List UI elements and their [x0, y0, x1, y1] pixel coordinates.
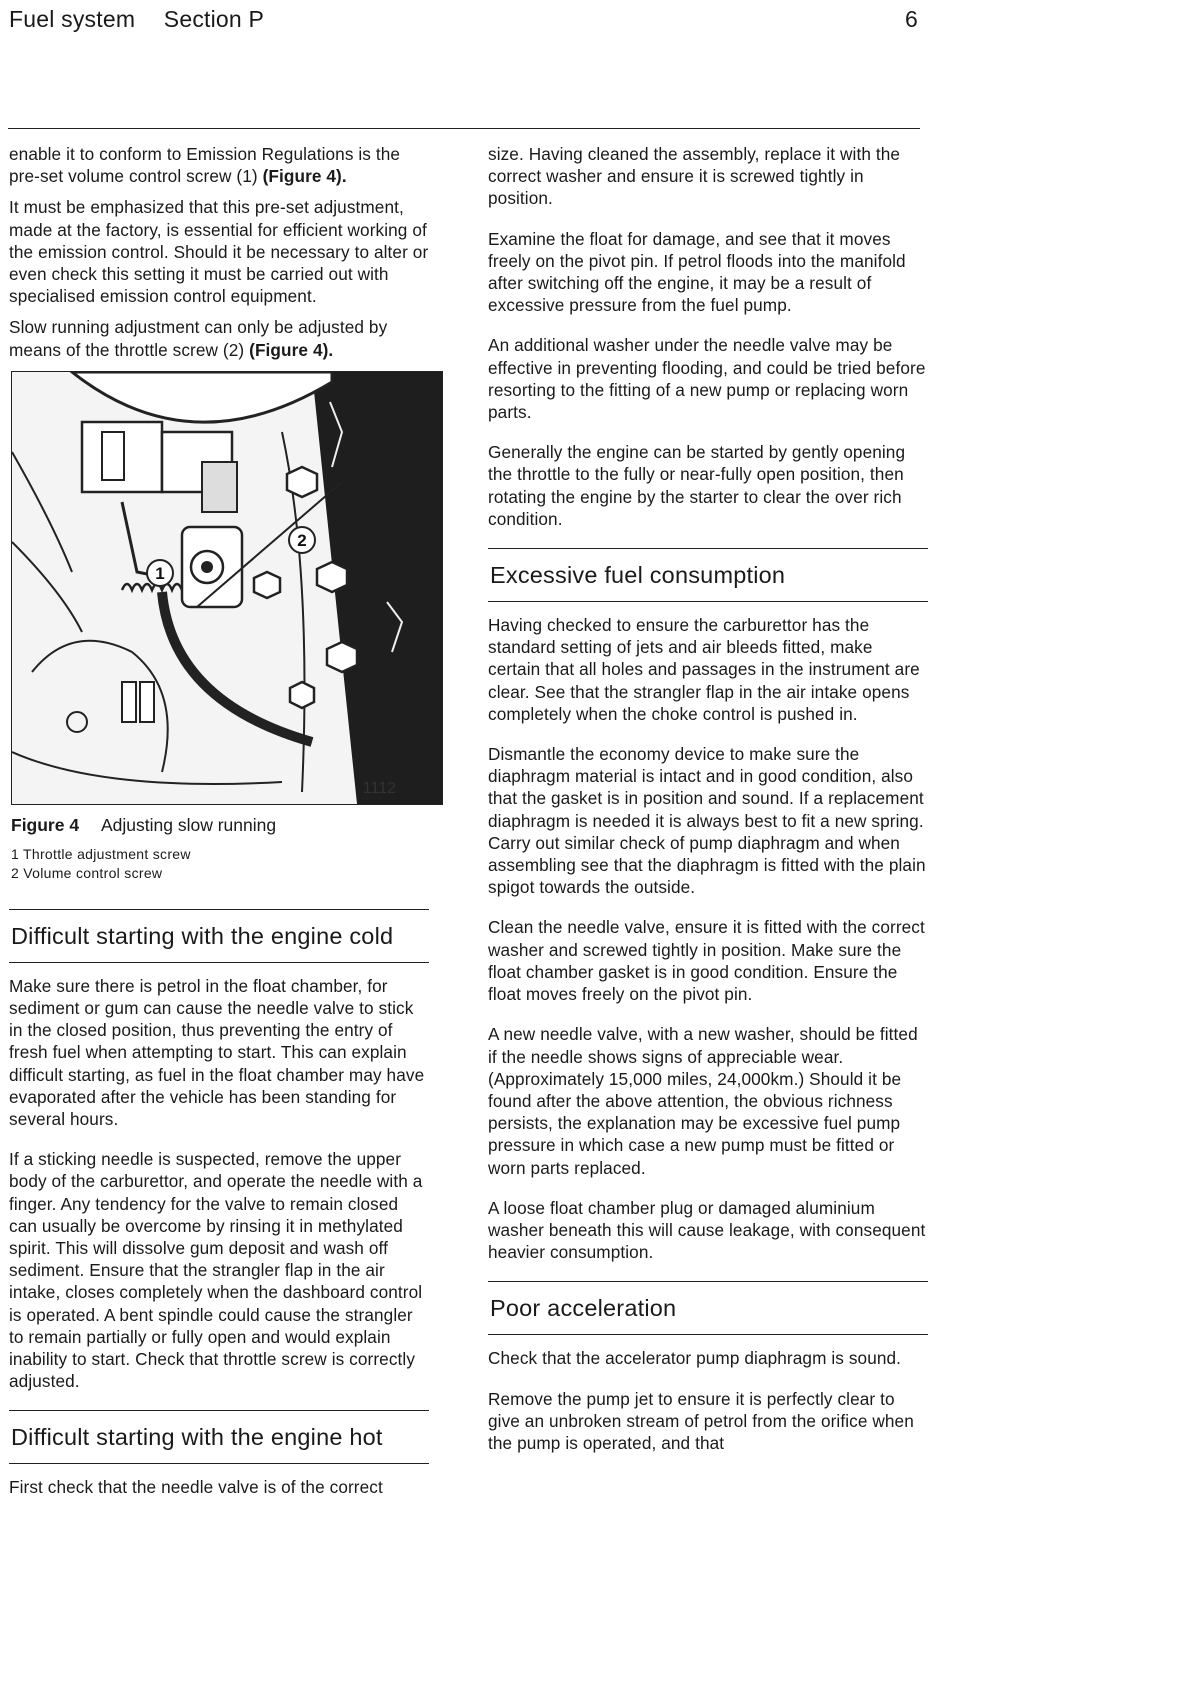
paragraph: Examine the float for damage, and see that it moves freely on the pivot pin. If petrol floods into the manifold after switching off the engine, it may be a result of excessive pressure from the fuel pump.	[488, 228, 906, 316]
carburettor-drawing	[12, 372, 442, 804]
section-divider	[488, 601, 928, 602]
heading-cold-start: Difficult starting with the engine cold	[11, 922, 394, 949]
paragraph: size. Having cleaned the assembly, replace it with the correct washer and ensure it is screwed tightly in position.	[488, 144, 901, 209]
figure-reference: (Figure 4).	[262, 166, 347, 187]
callout-2: 2	[297, 530, 307, 550]
paragraph: Check that the accelerator pump diaphragm is sound.	[488, 1348, 902, 1369]
figure-caption	[11, 815, 429, 836]
left-column	[9, 143, 429, 1508]
page-number: 6	[905, 6, 918, 32]
section-divider	[9, 1463, 429, 1464]
section-label: Section P	[163, 6, 265, 32]
page-header	[9, 6, 286, 33]
heading-fuel-consumption: Excessive fuel consumption	[490, 562, 786, 589]
figure-reference: (Figure 4).	[249, 339, 334, 360]
paragraph: An additional washer under the needle valve may be effective in preventing flooding, and could be tried before resorting to the fitting of a new pump or replacing worn parts.	[488, 335, 926, 423]
paragraph: enable it to conform to Emission Regulations is the pre-set volume control screw (1) (Figure 4).	[9, 144, 401, 187]
right-column	[488, 143, 928, 1463]
paragraph: Clean the needle valve, ensure it is fitted with the correct washer and screwed tightly in position. Make sure the float chamber gasket is in good condition. Ensure the float moves freely on the pivot pin.	[488, 917, 925, 1005]
legend-item: 2 Volume control screw	[11, 864, 163, 881]
section-divider	[488, 1334, 928, 1335]
paragraph: A loose float chamber plug or damaged aluminium washer beneath this will cause leakage, with consequent heavier consumption.	[488, 1197, 926, 1263]
figure-label: Figure 4	[11, 814, 80, 835]
callout-1: 1	[155, 563, 165, 583]
paragraph: Dismantle the economy device to make sure the diaphragm material is intact and in good condition, also that the gasket is in position and sound. If a replacement diaphragm is needed it is always best to fit a new spring. Carry out similar check of pump diaphragm and when assembling see that the diaphragm is fitted with the plain spigot towards the outside.	[488, 744, 926, 898]
section-divider	[9, 962, 429, 963]
figure-title: Adjusting slow running	[100, 814, 277, 835]
paragraph: It must be emphasized that this pre-set adjustment, made at the factory, is essential for efficient working of the emission control. Should it be necessary to alter or even check this setting it must be carried out with specialised emission control equipment.	[9, 197, 429, 307]
paragraph: A new needle valve, with a new washer, should be fitted if the needle shows signs of appreciable wear. (Approximately 15,000 miles, 24,000km.) Should it be found after the above attention, the obvious richness persists, the explanation may be excessive fuel pump pressure in which case a new pump must be fitted or worn parts replaced.	[488, 1024, 918, 1178]
chapter-title: Fuel system	[9, 6, 136, 32]
paragraph: Having checked to ensure the carburettor has the standard setting of jets and air bleeds fitted, make certain that all holes and passages in the instrument are clear. See that the strangler flap in the air intake opens completely when the choke control is pushed in.	[488, 615, 920, 724]
paragraph: First check that the needle valve is of the correct	[9, 1477, 383, 1498]
paragraph: If a sticking needle is suspected, remove the upper body of the carburettor, and operate the needle with a finger. Any tendency for the valve to remain closed can usually be overcome by rinsing it in methylated spirit. This will dissolve gum deposit and wash off sediment. Ensure that the strangler flap in the air intake, closes completely when the dashboard control is operated. A bent spindle could cause the strangler to remain partially or fully open and would explain inability to start. Check that throttle screw is correctly adjusted.	[9, 1149, 423, 1392]
paragraph: Remove the pump jet to ensure it is perfectly clear to give an unbroken stream of petrol from the orifice when the pump is operated, and that	[488, 1388, 914, 1453]
figure-number: 1112	[362, 779, 396, 797]
paragraph: Slow running adjustment can only be adjusted by means of the throttle screw (2) (Figure 4).	[9, 317, 388, 360]
legend-item: 1 Throttle adjustment screw	[11, 845, 191, 862]
header-divider	[8, 128, 920, 129]
paragraph: Make sure there is petrol in the float chamber, for sediment or gum can cause the needle valve to stick in the closed position, thus preventing the entry of fresh fuel when attempting to start. This can explain difficult starting, as fuel in the float chamber may have evaporated after the vehicle has been standing for several hours.	[9, 975, 425, 1130]
heading-poor-acceleration: Poor acceleration	[490, 1295, 677, 1322]
heading-hot-start: Difficult starting with the engine hot	[11, 1424, 383, 1451]
figure-4-illustration	[11, 371, 443, 805]
paragraph: Generally the engine can be started by gently opening the throttle to the fully or near-fully open position, then rotating the engine by the starter to clear the over rich condition.	[488, 442, 906, 529]
